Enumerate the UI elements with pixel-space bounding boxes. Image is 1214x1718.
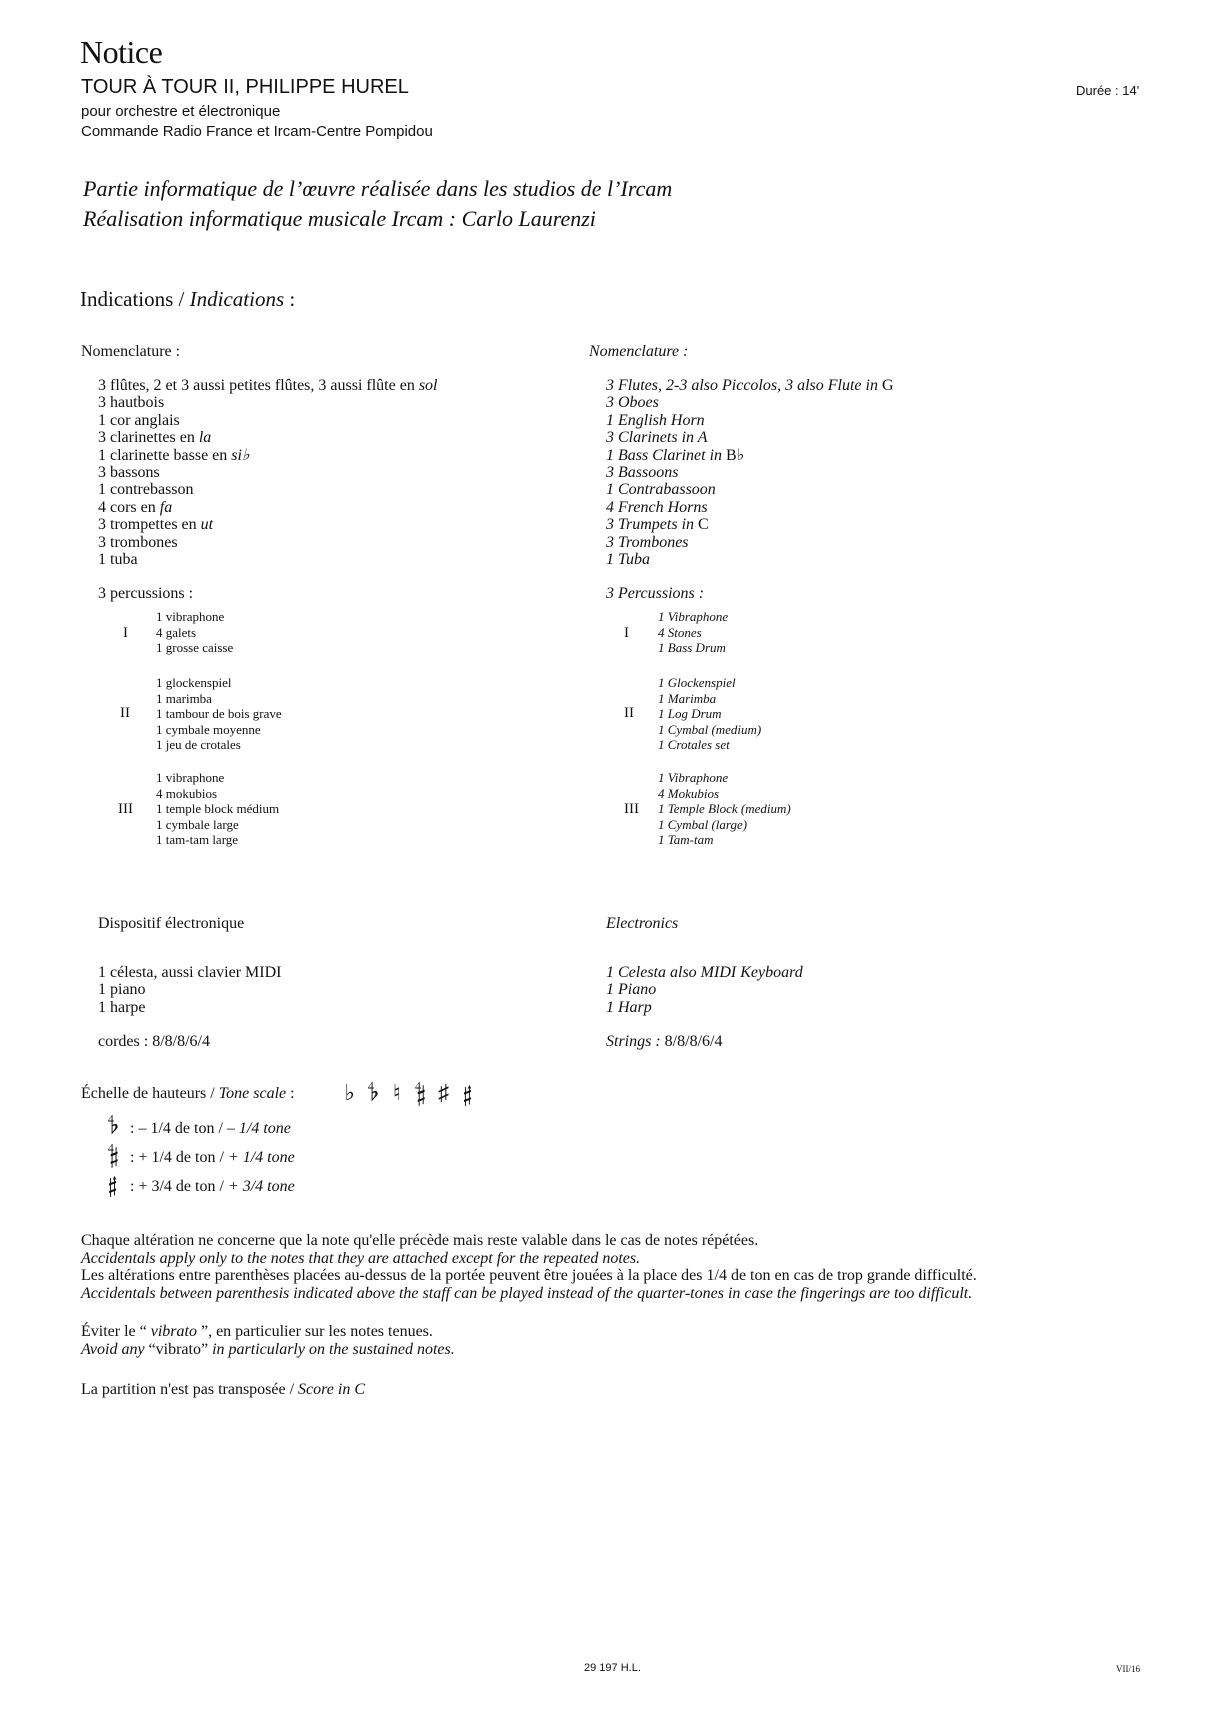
perc-item: 1 Cymbal (medium) [658, 721, 762, 737]
perc-group-roman: II [120, 705, 130, 721]
instrument-item: 3 Oboes [606, 394, 659, 412]
instrument-item: 3 trompettes en ut [98, 516, 214, 534]
quarter-sharp-icon: 𝄲 [108, 1142, 119, 1167]
perc-item: 1 jeu de crotales [156, 737, 241, 752]
quarter-flat-icon: 𝄳 [367, 1080, 379, 1105]
perc-group-en-2 [658, 675, 761, 753]
perc-item: 1 Log Drum [658, 706, 722, 721]
instrument-list-fr [98, 377, 438, 568]
footer-reference: 29 197 H.L. [584, 1662, 641, 1674]
electronics-list-en [606, 964, 803, 1016]
perc-item: 1 temple block médium [156, 801, 280, 816]
instrument-item: 3 bassons [98, 464, 160, 482]
instrument-item: 1 tuba [98, 551, 138, 569]
perc-group-en-1 [658, 609, 728, 656]
credit-studio: Partie informatique de l’œuvre réalisée dans les studios de l’Ircam [83, 176, 673, 201]
instrument-item: 3 hautbois [98, 394, 165, 412]
note-fr: Éviter le “ vibrato ”, en particulier sur les notes tenues. [81, 1323, 433, 1340]
indications-heading [80, 287, 295, 312]
instrument-item: 3 Clarinets in A [606, 429, 708, 447]
perc-item: 1 cymbale large [156, 816, 239, 832]
tone-scale-label: Échelle de hauteurs / Tone scale : [81, 1085, 295, 1102]
indications-fr: Indications / [80, 287, 190, 311]
perc-group-roman: III [624, 801, 639, 817]
note-score: La partition n'est pas transposée / Score in C [81, 1381, 365, 1398]
instrument-item: 4 cors en fa [98, 498, 173, 516]
perc-group-roman: I [624, 625, 629, 641]
perc-group-fr-1 [156, 609, 233, 656]
three-quarter-sharp-icon: 𝄰 [108, 1171, 117, 1196]
perc-item: 1 grosse caisse [156, 640, 234, 655]
instrument-item: 1 clarinette basse en si♭ [98, 446, 250, 464]
note-accidentals [81, 1232, 977, 1302]
sharp-icon: ♯ [438, 1080, 450, 1105]
strings-fr: cordes : 8/8/8/6/4 [98, 1033, 210, 1050]
electronics-heading-fr: Dispositif électronique [98, 915, 245, 932]
instrument-item: 3 Trombones [606, 533, 689, 551]
instrument-item: 3 clarinettes en la [98, 429, 212, 447]
instrument-item: 1 English Horn [606, 411, 705, 429]
note-fr: Les altérations entre parenthèses placées au-dessus de la portée peuvent être jouées à la place des 1/4 de ton en cas de trop grande difficulté. [81, 1267, 977, 1284]
instrument-item: 1 cor anglais [98, 411, 180, 429]
perc-group-en-3 [658, 770, 791, 848]
perc-item: 1 Vibraphone [658, 609, 729, 624]
indications-colon: : [284, 287, 296, 311]
electronics-item: 1 harpe [98, 998, 146, 1016]
instrument-item: 3 trombones [98, 533, 178, 551]
nomenclature-heading-fr: Nomenclature : [81, 343, 181, 360]
nomenclature-heading-en: Nomenclature : [589, 343, 689, 360]
perc-item: 1 vibraphone [156, 770, 225, 785]
instrument-list-en [606, 377, 894, 568]
electronics-heading-en: Electronics [606, 915, 679, 932]
electronics-item: 1 Harp [606, 998, 652, 1016]
tone-scale-row: 𝄲 : + 1/4 de ton / + 1/4 tone [108, 1142, 295, 1167]
electronics-item: 1 Piano [606, 981, 657, 999]
instrument-item: 3 Flutes, 2-3 also Piccolos, 3 also Flute in G [606, 377, 894, 394]
note-en: Avoid any “vibrato” in particularly on the sustained notes. [81, 1340, 455, 1358]
perc-group-fr-3 [156, 770, 279, 848]
natural-icon: ♮ [392, 1080, 401, 1105]
instrument-item: 3 Trumpets in C [606, 516, 709, 534]
tone-scale-row: 𝄳 : – 1/4 de ton / – 1/4 tone [108, 1113, 291, 1138]
perc-item: 4 Stones [658, 624, 702, 640]
percussion-heading-fr: 3 percussions : [98, 585, 194, 602]
note-fr: Chaque altération ne concerne que la note qu'elle précède mais reste valable dans le cas de notes répétées. [81, 1232, 759, 1249]
instrument-item: 1 Contrabassoon [606, 481, 716, 499]
perc-group-roman: II [624, 705, 634, 721]
subtitle-instrumentation: pour orchestre et électronique [81, 103, 281, 120]
note-en: Accidentals between parenthesis indicated above the staff can be played instead of the quarter-tones in case the fingerings are too difficult. [81, 1284, 973, 1302]
subtitle-commission: Commande Radio France et Ircam-Centre Pompidou [81, 123, 433, 140]
perc-item: 1 Marimba [658, 690, 717, 706]
perc-item: 4 galets [156, 624, 197, 640]
percussion-heading-en: 3 Percussions : [606, 585, 705, 602]
instrument-item: 1 Tuba [606, 551, 651, 569]
instrument-item: 4 French Horns [606, 498, 708, 516]
electronics-item: 1 piano [98, 981, 146, 999]
perc-item: 1 tambour de bois grave [156, 706, 282, 721]
electronics-item: 1 Celesta also MIDI Keyboard [606, 964, 803, 981]
instrument-item: 3 flûtes, 2 et 3 aussi petites flûtes, 3 aussi flûte en sol [98, 377, 438, 394]
indications-en: Indications [189, 287, 285, 311]
perc-item: 1 Glockenspiel [658, 675, 736, 690]
perc-item: 4 mokubios [156, 785, 218, 801]
perc-group-fr-2 [156, 675, 282, 753]
perc-item: 1 Temple Block (medium) [658, 801, 791, 816]
perc-item: 1 Vibraphone [658, 770, 729, 785]
perc-item: 1 Tam-tam [658, 832, 714, 847]
perc-item: 1 Bass Drum [658, 640, 726, 655]
perc-item: 1 Crotales set [658, 737, 730, 752]
perc-item: 1 tam-tam large [156, 832, 239, 847]
perc-item: 1 Cymbal (large) [658, 816, 748, 832]
perc-group-roman: III [118, 801, 133, 817]
electronics-list-fr [98, 964, 281, 1016]
work-title: TOUR À TOUR II, PHILIPPE HUREL [81, 76, 409, 98]
duration: Durée : 14' [1076, 83, 1140, 98]
perc-group-roman: I [123, 625, 128, 641]
instrument-item: 1 Bass Clarinet in B♭ [606, 446, 745, 464]
tone-scale-glyphs [338, 1080, 479, 1106]
flat-icon: ♭ [344, 1080, 355, 1105]
strings-en: Strings : 8/8/8/6/4 [606, 1033, 723, 1050]
perc-item: 1 cymbale moyenne [156, 721, 261, 737]
note-vibrato [81, 1323, 455, 1358]
perc-item: 1 marimba [156, 690, 212, 706]
footer-date: VII/16 [1116, 1664, 1140, 1674]
note-en: Accidentals apply only to the notes that they are attached except for the repeated notes. [81, 1249, 641, 1267]
tone-scale-row: 𝄰 : + 3/4 de ton / + 3/4 tone [108, 1171, 295, 1196]
electronics-item: 1 célesta, aussi clavier MIDI [98, 964, 282, 981]
quarter-flat-icon: 𝄳 [108, 1113, 119, 1138]
perc-item: 4 Mokubios [658, 785, 720, 801]
instrument-item: 3 Bassoons [606, 464, 679, 482]
notice-title: Notice [80, 34, 163, 70]
quarter-sharp-icon: 𝄲 [415, 1080, 426, 1105]
credit-rim: Réalisation informatique musicale Ircam : Carlo Laurenzi [83, 206, 596, 231]
three-quarter-sharp-icon: 𝄰 [462, 1080, 472, 1105]
perc-item: 1 glockenspiel [156, 675, 232, 690]
instrument-item: 1 contrebasson [98, 481, 194, 499]
perc-item: 1 vibraphone [156, 609, 225, 624]
